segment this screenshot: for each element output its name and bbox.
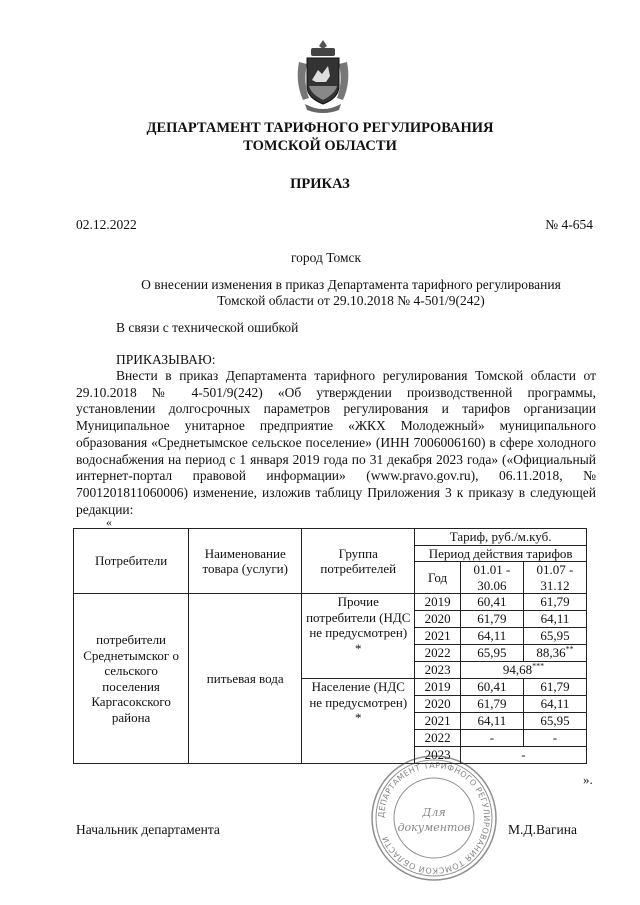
consumers-cell: потребители Среднетымског о сельского поселения Каргасокского района bbox=[74, 594, 189, 764]
value-text: 88,36 bbox=[536, 645, 566, 661]
value-cell bbox=[523, 645, 586, 662]
stamp-center-line1: Для bbox=[422, 806, 446, 819]
value-cell: 61,79 bbox=[460, 696, 523, 713]
year-cell: 2021 bbox=[415, 713, 461, 730]
closing-quote: ». bbox=[583, 772, 593, 787]
value-cell: - bbox=[460, 730, 523, 747]
signatory-name: М.Д.Вагина bbox=[508, 822, 577, 837]
value-cell: 65,95 bbox=[460, 645, 523, 662]
stamp-ring-text: ДЕПАРТАМЕНТ ТАРИФНОГО РЕГУЛИРОВАНИЯ ТОМСКОЙ ОБЛАСТИ bbox=[376, 760, 492, 876]
year-cell: 2023 bbox=[415, 662, 461, 679]
product-cell: питьевая вода bbox=[189, 594, 302, 764]
order-number: № 4-654 bbox=[545, 217, 593, 232]
value-cell: - bbox=[523, 730, 586, 747]
year-cell: 2020 bbox=[415, 696, 461, 713]
header-consumers: Потребители bbox=[74, 529, 189, 594]
value-cell: 60,41 bbox=[460, 594, 523, 611]
opening-quote: « bbox=[106, 515, 112, 529]
year-cell: 2022 bbox=[415, 645, 461, 662]
header-group: Группа потребителей bbox=[302, 529, 415, 594]
official-stamp bbox=[368, 752, 500, 884]
value-cell-merged: - bbox=[460, 747, 586, 764]
value-cell: 60,41 bbox=[460, 679, 523, 696]
year-cell: 2019 bbox=[415, 594, 461, 611]
value-cell-merged bbox=[460, 662, 586, 679]
header-half1: 01.01 - 30.06 bbox=[460, 562, 523, 594]
header-period: Период действия тарифов bbox=[415, 545, 587, 562]
footnote-mark: ** bbox=[565, 644, 574, 654]
department-title-line2: ТОМСКОЙ ОБЛАСТИ bbox=[243, 138, 397, 154]
year-cell: 2020 bbox=[415, 611, 461, 628]
year-cell: 2021 bbox=[415, 628, 461, 645]
value-cell: 65,95 bbox=[523, 713, 586, 730]
value-cell: 61,79 bbox=[523, 594, 586, 611]
order-date: 02.12.2022 bbox=[76, 217, 137, 232]
document-type: ПРИКАЗ bbox=[290, 176, 350, 192]
signatory-position: Начальник департамента bbox=[76, 822, 220, 837]
value-cell: 65,95 bbox=[523, 628, 586, 645]
footnote-mark: *** bbox=[532, 661, 545, 671]
tariff-table bbox=[73, 528, 587, 764]
group-cell: Прочие потребители (НДС не предусмотрен) * bbox=[302, 594, 415, 679]
group-cell: Население (НДС не предусмотрен) * bbox=[302, 679, 415, 764]
order-directive: ПРИКАЗЫВАЮ: bbox=[116, 352, 216, 367]
order-reason: В связи с технической ошибкой bbox=[116, 320, 299, 335]
value-cell: 64,11 bbox=[523, 696, 586, 713]
order-subject: О внесении изменения в приказ Департамента тарифного регулирования Томской области от 29.10.2018 № 4-501/9(242) bbox=[141, 277, 561, 308]
stamp-center-line2: документов bbox=[397, 821, 471, 834]
value-cell: 64,11 bbox=[460, 713, 523, 730]
coat-of-arms-emblem bbox=[293, 36, 353, 116]
table-row bbox=[74, 594, 587, 611]
header-tariff: Тариф, руб./м.куб. bbox=[415, 529, 587, 546]
header-half2: 01.07 - 31.12 bbox=[523, 562, 586, 594]
header-year: Год bbox=[415, 562, 461, 594]
value-cell: 61,79 bbox=[523, 679, 586, 696]
value-cell: 64,11 bbox=[460, 628, 523, 645]
city: город Томск bbox=[290, 250, 362, 265]
value-cell: 64,11 bbox=[523, 611, 586, 628]
department-title-line1: ДЕПАРТАМЕНТ ТАРИФНОГО РЕГУЛИРОВАНИЯ bbox=[146, 120, 494, 136]
order-body-text: Внести в приказ Департамента тарифного регулирования Томской области от 29.10.2018 № 4-501/9(242) «Об утверждении производственной программы, установлении долгосрочных параметров регулирования и тарифов организации Муниципальное унитарное предприятие «ЖКХ Молодежный» муниципального образования «Среднетымское сельское поселение» (ИНН 7006006160) в сфере холодного водоснабжения на период с 1 января 2019 года по 31 декабря 2023 года» («Официальный интернет-портал правовой информации» (www.pravo.gov.ru), 06.11.2018, № 7001201811060006) изменение, изложив таблицу Приложения 3 к приказу в следующей редакции: bbox=[76, 368, 596, 517]
header-product: Наименование товара (услуги) bbox=[189, 529, 302, 594]
year-cell: 2019 bbox=[415, 679, 461, 696]
year-cell: 2023 bbox=[415, 747, 461, 764]
value-text: 94,68 bbox=[502, 662, 533, 678]
value-cell: 61,79 bbox=[460, 611, 523, 628]
year-cell: 2022 bbox=[415, 730, 461, 747]
